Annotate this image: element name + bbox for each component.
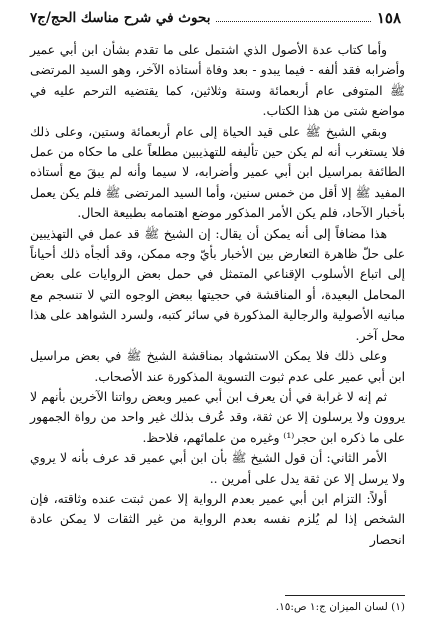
paragraph-7: أولاً: التزام ابن أبي عمير بعدم الرواية إلا عمن ثبتت عنده وثاقته، فإن الشخص إذا لم يُلزم نفسه بعدم الرواية من غير الثقات لا يمكن عادة انحصار xyxy=(30,491,405,547)
page-header xyxy=(30,6,401,30)
paragraph-1: وأما كتاب عدة الأصول الذي اشتمل على ما تقدم بشأن ابن أبي عمير وأضرابه فقد ألفه - فيما يبدو - بعد وفاة أستاذه الآخر، وهو السيد المرتضى ﷺ المتوفى عام أربعمائة وستة وثلاثين، كما يقتضيه الترحم عليه في مواضع شتى من هذا الكتاب. xyxy=(30,43,405,119)
header-dotted-leader xyxy=(216,21,370,22)
paragraph-4: وعلى ذلك فلا يمكن الاستشهاد بمناقشة الشيخ ﷺ في بعض مراسيل ابن أبي عمير على عدم ثبوت التسوية المذكورة عند الأصحاب. xyxy=(30,349,405,384)
paragraph-5: ثم إنه لا غرابة في أن يعرف ابن أبي عمير وبعض رواتنا الآخرين بأنهم لا يروون ولا يرسلون إلا عن ثقة، وقد عُرف بذلك غير واحد من رواة الجمهور على ما ذكره ابن حجر⁽¹⁾ وغيره من علمائهم، فلاحظ. xyxy=(30,389,405,445)
footnote: (١) لسان الميزان ج:١ ص:١٥. xyxy=(275,601,405,613)
paragraph-2: وبقي الشيخ ﷺ على قيد الحياة إلى عام أربعمائة وستين، وعلى ذلك فلا يستغرب أنه لم يكن حين تأليفه للتهذيبين مطلعاً على ما حكاه من عمل الطائفة بمراسيل ابن أبي عمير وأضرابه، لا سيما وأنه لم يبقَ مع أستاذه المفيد ﷺ إلا أقل من خمس سنين، وأما السيد المرتضى ﷺ فلم يكن يعمل بأخبار الآحاد، فلم يكن الأمر المذكور موضع اهتمامه بطبيعة الحال. xyxy=(30,124,405,221)
page-number: ١٥٨ xyxy=(376,9,401,27)
paragraph-6: الأمر الثاني: أن قول الشيخ ﷺ بأن ابن أبي عمير قد عرف بأنه لا يروي ولا يرسل إلا عن ثقة يدل على أمرين .. xyxy=(30,451,405,486)
footnote-separator xyxy=(285,595,405,596)
paragraph-3: هذا مضافاً إلى أنه يمكن أن يقال: إن الشيخ ﷺ قد عمل في التهذيبين على حلّ ظاهرة التعارض بين الأخبار بأيّ وجه ممكن، وقد ألجأه ذلك أحياناً إلى اتباع الأسلوب الإقناعي المتمثل في حمل بعض الروايات على بعض المحامل البعيدة، أو المناقشة في حجيتها ببعض الوجوه التي لا تنسجم مع مبانيه الأصولية والرجالية المذكورة في سائر كتبه، ولسرد الشواهد على هذا محل آخر. xyxy=(30,226,405,343)
running-title: بحوث في شرح مناسك الحج/ج٧ xyxy=(30,10,211,26)
body-text xyxy=(30,40,405,550)
